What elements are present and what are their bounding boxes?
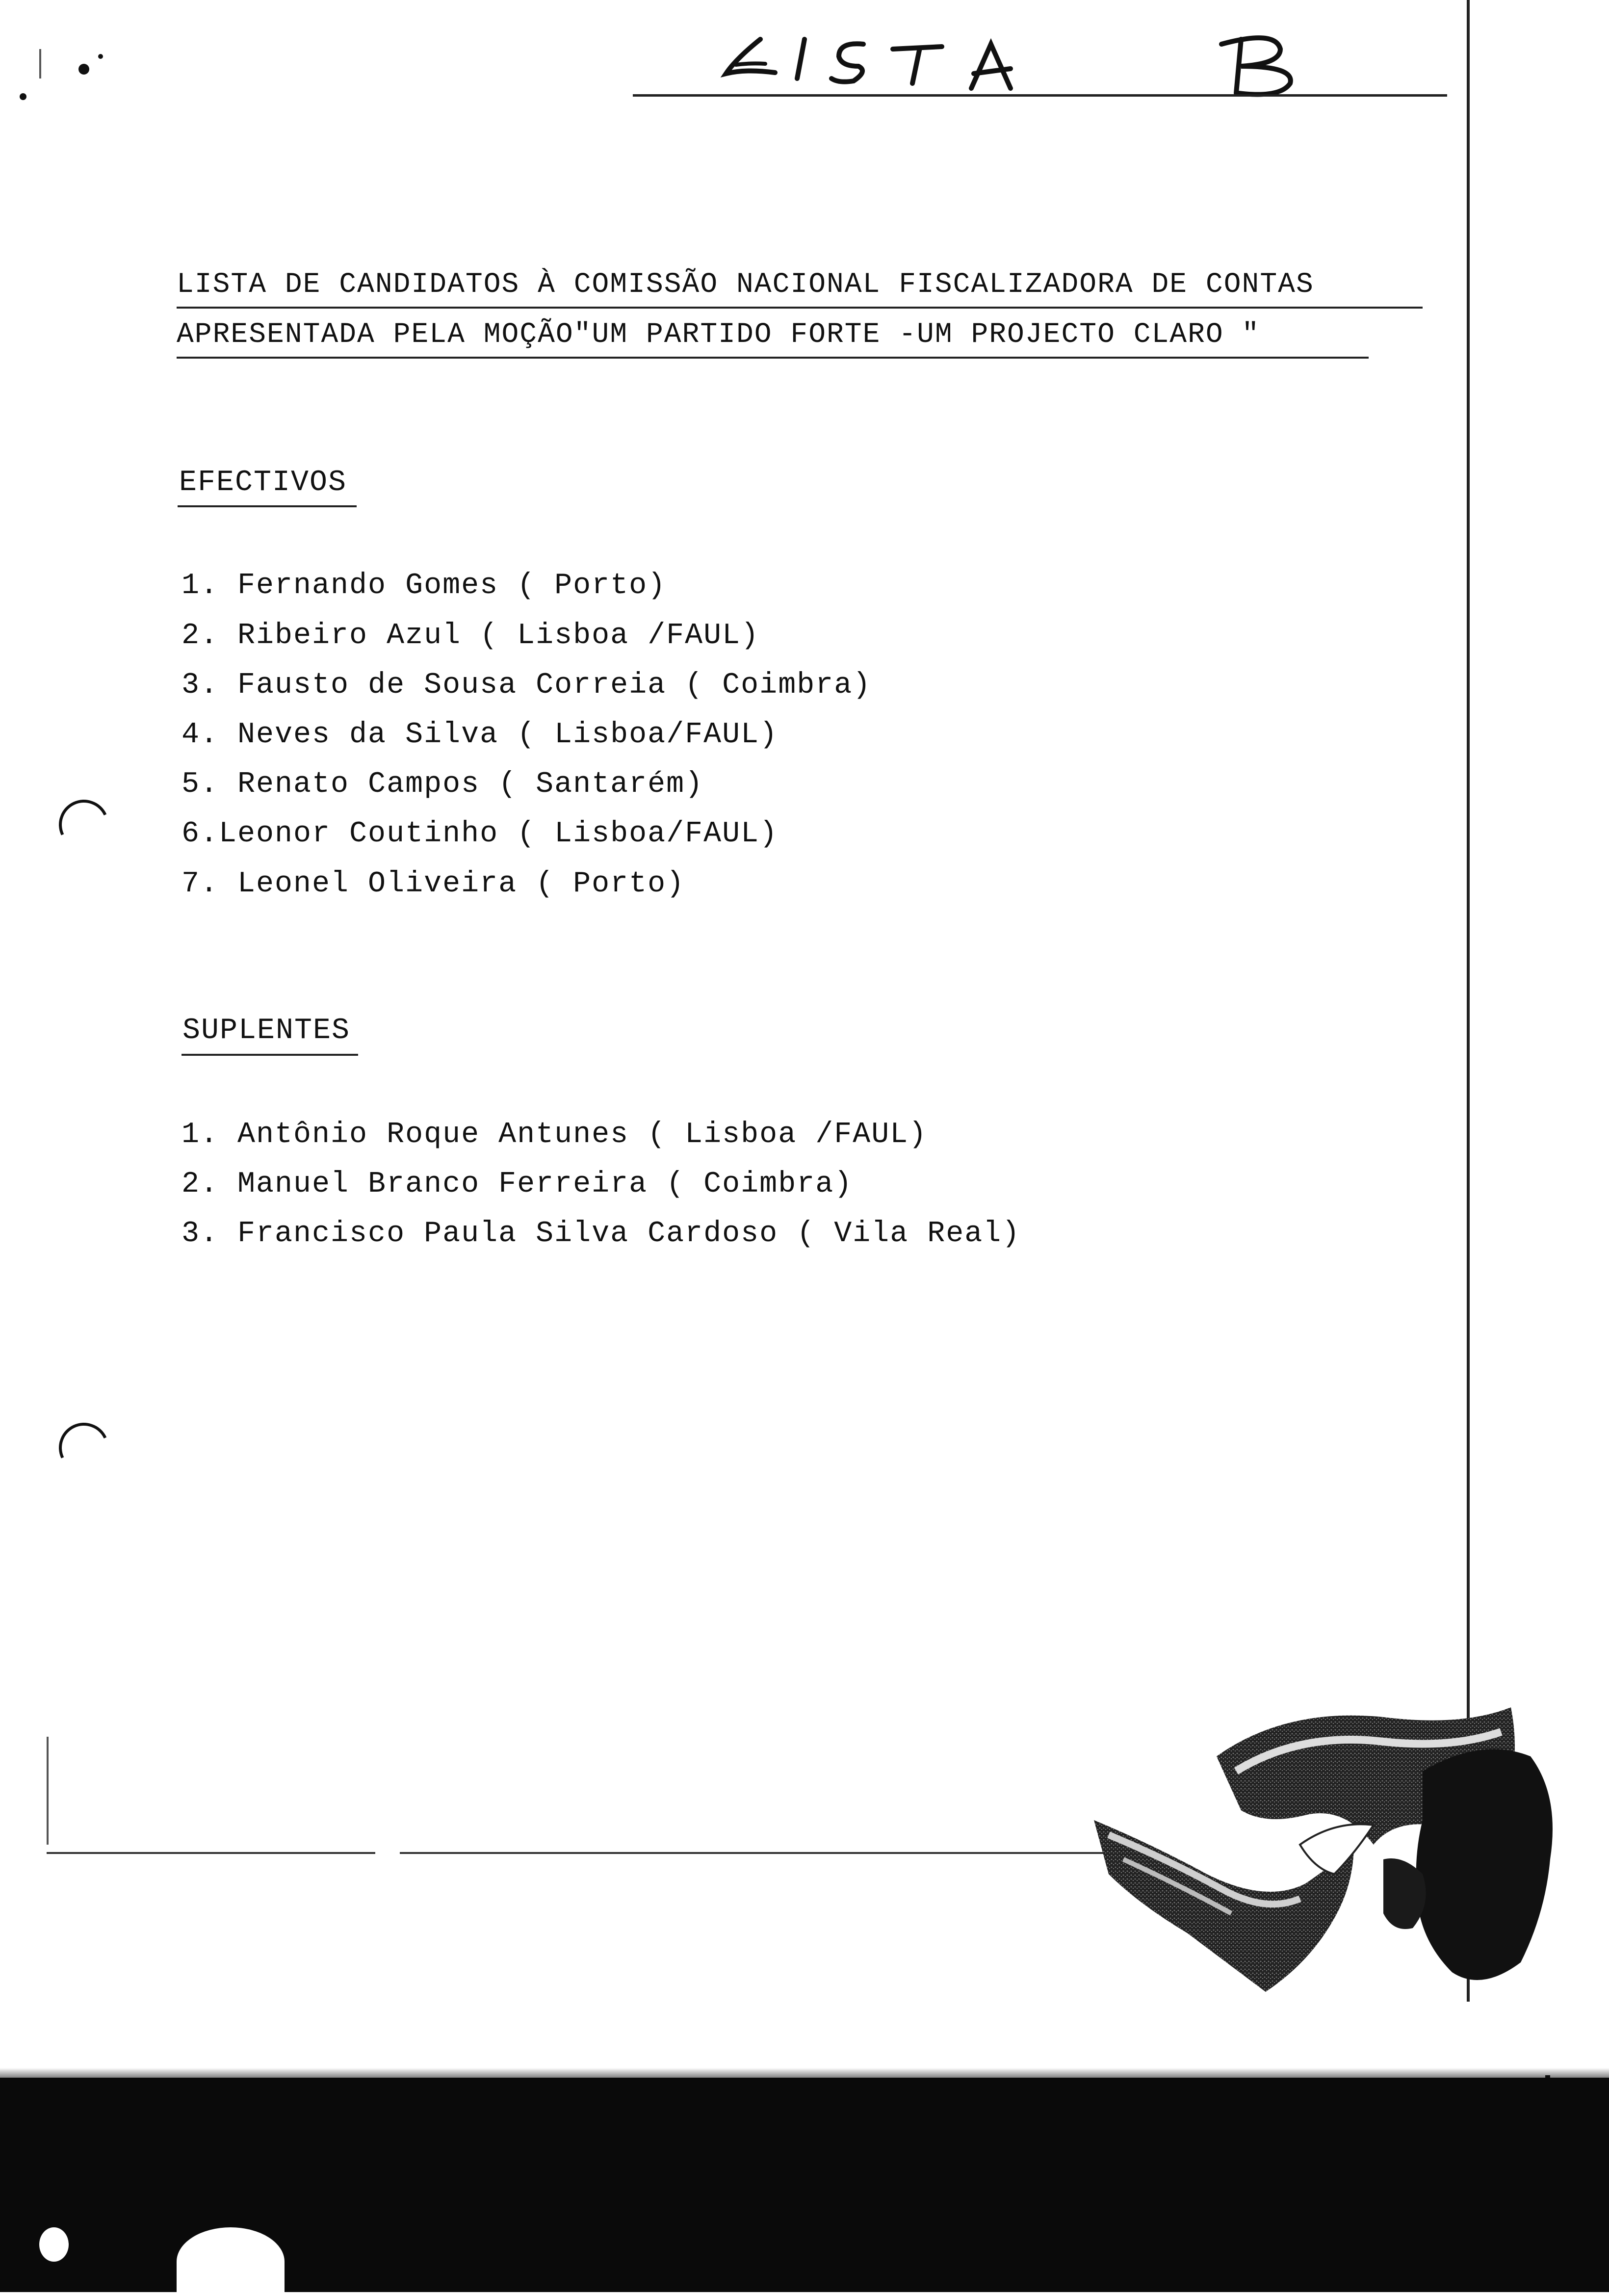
list-item: 7. Leonel Oliveira ( Porto) — [182, 867, 685, 901]
title-underline-2 — [177, 357, 1369, 359]
efectivos-heading: EFECTIVOS — [179, 466, 347, 499]
title-line-2: APRESENTADA PELA MOÇÃO"UM PARTIDO FORTE -UM PROJECTO CLARO " — [177, 319, 1260, 351]
list-item: 2. Ribeiro Azul ( Lisboa /FAUL) — [182, 619, 760, 652]
margin-mark — [39, 49, 41, 78]
list-item: 3. Fausto de Sousa Correia ( Coimbra) — [182, 669, 872, 702]
suplentes-underline — [182, 1054, 358, 1056]
list-item: 6.Leonor Coutinho ( Lisboa/FAUL) — [182, 817, 779, 851]
list-item: 2. Manuel Branco Ferreira ( Coimbra) — [182, 1168, 853, 1201]
title-underline-1 — [177, 307, 1423, 309]
suplentes-heading: SUPLENTES — [182, 1014, 351, 1047]
ink-speck — [98, 54, 103, 59]
title-line-1: LISTA DE CANDIDATOS À COMISSÃO NACIONAL FISCALIZADORA DE CONTAS — [177, 269, 1314, 301]
ink-speck — [20, 93, 26, 100]
list-item: 3. Francisco Paula Silva Cardoso ( Vila Real) — [182, 1217, 1021, 1251]
efectivos-underline — [178, 505, 357, 507]
scan-shadow-fade — [0, 2068, 1609, 2087]
header-rule — [633, 94, 1447, 97]
punch-hole — [52, 1416, 116, 1480]
punch-hole — [52, 793, 116, 857]
list-item: 1. Fernando Gomes ( Porto) — [182, 569, 667, 602]
scan-artifact — [177, 2227, 285, 2296]
list-item: 5. Renato Campos ( Santarém) — [182, 768, 704, 801]
list-item: 1. Antônio Roque Antunes ( Lisboa /FAUL) — [182, 1118, 928, 1151]
scan-artifact — [39, 2227, 69, 2262]
handwritten-label — [706, 10, 1393, 108]
party-emblem-icon — [1079, 1697, 1560, 2002]
list-item: 4. Neves da Silva ( Lisboa/FAUL) — [182, 718, 779, 752]
bottom-rule — [400, 1852, 1111, 1854]
margin-mark — [47, 1737, 49, 1845]
ink-speck — [78, 64, 89, 75]
bottom-rule — [47, 1852, 375, 1854]
